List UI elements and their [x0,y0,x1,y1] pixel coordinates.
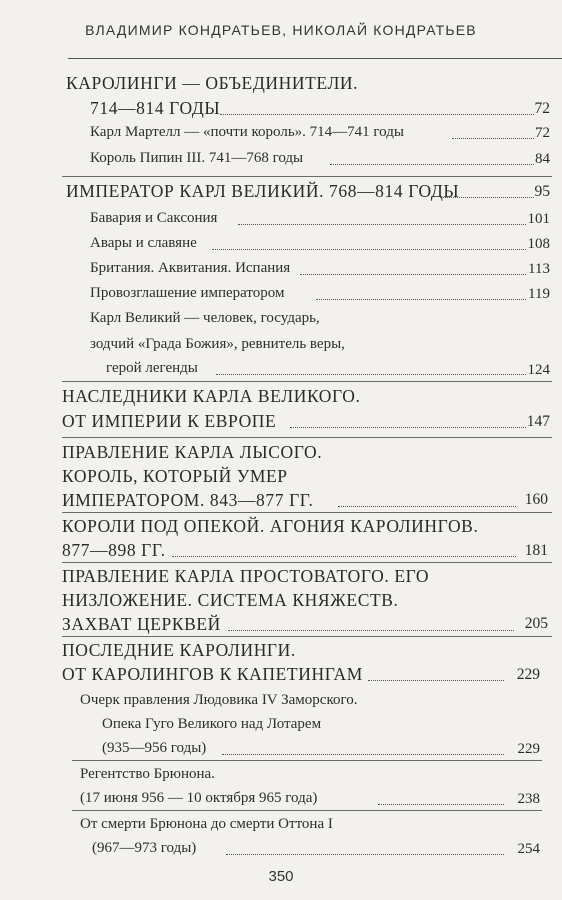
leader-dots [228,630,514,631]
toc-entry: Провозглашение императором [90,285,285,301]
leader-dots [338,506,516,507]
section-divider [62,512,552,513]
toc-page-number: 101 [527,211,550,227]
section-divider [62,562,552,563]
toc-entry: Бавария и Саксония [90,210,218,226]
leader-dots [440,197,534,198]
leader-dots [220,114,534,115]
toc-page-number: 254 [517,841,540,857]
toc-page-number: 238 [517,791,540,807]
toc-entry: Король Пипин III. 741—768 годы [90,150,304,166]
toc-page-number: 72 [534,100,550,117]
toc-page-number: 160 [524,491,548,508]
toc-section-title: НИЗЛОЖЕНИЕ. СИСТЕМА КНЯЖЕСТВ. [62,590,399,610]
toc-page-number: 205 [524,615,548,632]
toc-page-number: 113 [528,261,550,277]
toc-page-number: 124 [527,362,550,378]
toc-section-title: ПРАВЛЕНИЕ КАРЛА ЛЫСОГО. [62,442,323,462]
leader-dots [238,224,526,225]
toc-entry: Британия. Аквитания. Испания [90,260,291,276]
leader-dots [212,249,526,250]
toc-entry: (967—973 годы) [92,840,197,856]
toc-page-number: 181 [524,542,548,559]
toc-page-number: 147 [526,413,550,430]
toc-entry: Карл Мартелл — «почти король». 714—741 годы [90,124,404,140]
leader-dots [222,754,504,755]
toc-section-title: 714—814 ГОДЫ [90,98,221,118]
toc-page-number: 119 [528,286,550,302]
leader-dots [378,804,504,805]
page-number: 350 [268,868,294,885]
toc-entry: зодчий «Града Божия», ревнитель веры, [90,336,345,352]
toc-entry: Опека Гуго Великого над Лотарем [102,716,322,732]
toc-section-title: ОТ КАРОЛИНГОВ К КАПЕТИНГАМ [62,664,363,684]
leader-dots [172,556,516,557]
leader-dots [452,138,534,139]
section-divider [62,636,552,637]
toc-section-title: КАРОЛИНГИ — ОБЪЕДИНИТЕЛИ. [66,73,359,93]
toc-entry: Авары и славяне [90,235,197,251]
toc-entry: (935—956 годы) [102,740,207,756]
toc-page-number: 95 [534,183,550,200]
toc-page-number: 108 [527,236,550,252]
toc-entry: герой легенды [106,360,198,376]
leader-dots [216,374,526,375]
toc-section-title: ЗАХВАТ ЦЕРКВЕЙ [62,614,221,634]
section-divider [72,760,542,761]
toc-entry: От смерти Брюнона до смерти Оттона I [80,816,333,832]
toc-section-title: КОРОЛЬ, КОТОРЫЙ УМЕР [62,466,288,486]
leader-dots [290,427,526,428]
toc-section-title: ПРАВЛЕНИЕ КАРЛА ПРОСТОВАТОГО. ЕГО [62,566,430,586]
toc-page-number: 72 [535,125,550,141]
toc-entry: (17 июня 956 — 10 октября 965 года) [80,790,318,806]
toc-section-title: НАСЛЕДНИКИ КАРЛА ВЕЛИКОГО. [62,386,361,406]
leader-dots [316,299,526,300]
section-divider [72,810,542,811]
section-divider [62,437,552,438]
leader-dots [226,854,504,855]
section-divider [62,381,552,382]
toc-entry: Очерк правления Людовика IV Заморского. [80,692,358,708]
toc-section-title: КОРОЛИ ПОД ОПЕКОЙ. АГОНИЯ КАРОЛИНГОВ. [62,516,479,536]
toc-entry: Регентство Брюнона. [80,766,215,782]
toc-section-title: ОТ ИМПЕРИИ К ЕВРОПЕ [62,411,277,431]
toc-page-number: 229 [517,741,540,757]
toc-section-title: ИМПЕРАТОРОМ. 843—877 ГГ. [62,490,314,510]
leader-dots [300,274,526,275]
section-divider [62,176,552,177]
leader-dots [330,164,534,165]
toc-page-number: 84 [535,151,550,167]
leader-dots [368,680,504,681]
toc-page-number: 229 [516,666,540,683]
toc-section-title: ИМПЕРАТОР КАРЛ ВЕЛИКИЙ. 768—814 ГОДЫ [66,181,460,201]
toc-section-title: ПОСЛЕДНИЕ КАРОЛИНГИ. [62,640,296,660]
header-authors: ВЛАДИМИР КОНДРАТЬЕВ, НИКОЛАЙ КОНДРАТЬЕВ [85,22,477,38]
toc-section-title: 877—898 ГГ. [62,540,166,560]
toc-entry: Карл Великий — человек, государь, [90,310,320,326]
